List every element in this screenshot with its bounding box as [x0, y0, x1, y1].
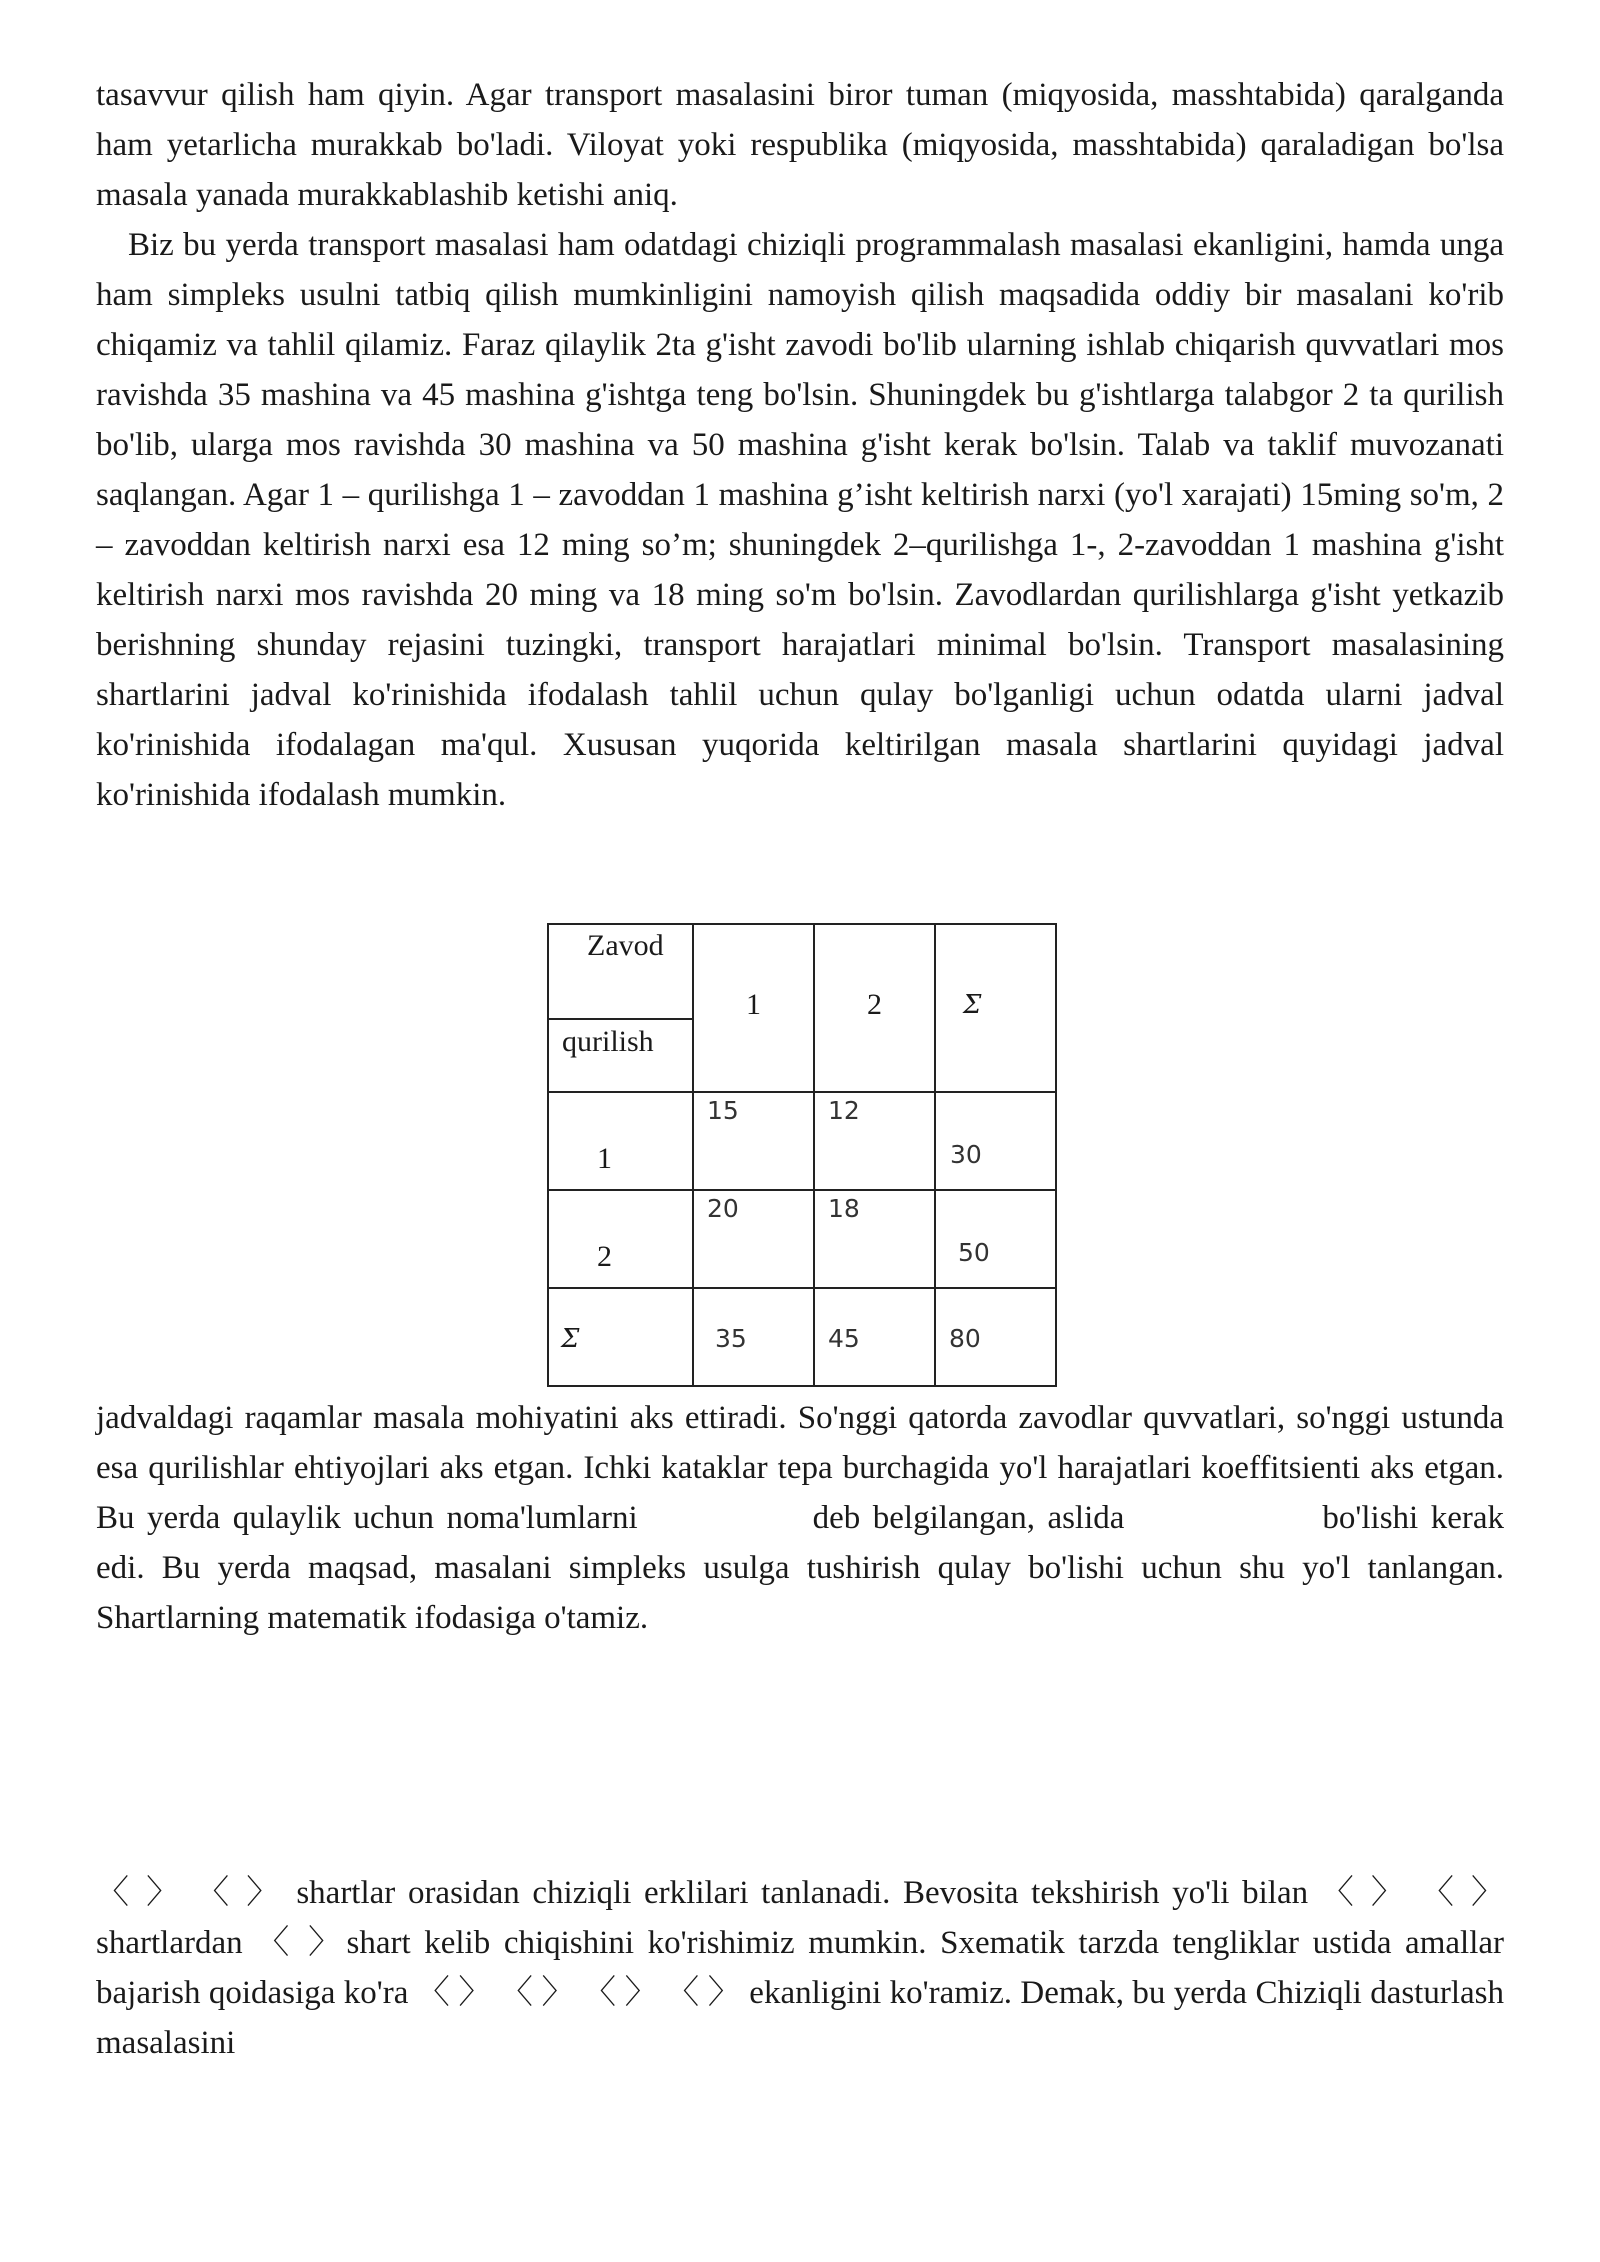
transport-table-container — [547, 923, 1057, 1387]
header-col-2-label: 2 — [867, 988, 882, 1021]
corner-divider — [549, 1018, 692, 1020]
footer-total: 80 — [949, 1324, 981, 1353]
paragraph-after-table-part-1: jadvaldagi raqamlar masala mohiyatini aks ettiradi. So'nggi qatorda zavodlar quvvatlari, so'nggi ustunda esa qurilishlar ehtiyojlari aks etgan. Ichki kataklar tepa burchagida yo'l harajatlari koeffitsienti aks etgan. Bu yerda qulaylik uchun noma'lumlarni — [96, 1400, 1504, 1536]
row-2-demand-cell — [935, 1190, 1056, 1288]
header-col-1-label: 1 — [746, 988, 761, 1021]
row-2-cost-1-cell — [693, 1190, 814, 1288]
row-2-label-cell — [548, 1190, 693, 1288]
footer-supply-2: 45 — [828, 1324, 860, 1353]
row-1-label: 1 — [597, 1142, 612, 1175]
row-1-demand: 30 — [950, 1140, 982, 1169]
header-sigma — [935, 924, 1056, 1092]
paragraph-after-table-part-2: deb belgilangan, aslida — [812, 1500, 1125, 1536]
header-col-2 — [814, 924, 935, 1092]
footer-sigma-cell — [548, 1288, 693, 1386]
paragraph-intro-2: Biz bu yerda transport masalasi ham odatdagi chiziqli programmalash masalasi ekanligini, hamda unga ham simpleks usulni tatbiq qilish mumkinligini namoyish qilish maqsadida oddiy bir masalani ko'rib chiqamiz va tahlil qilamiz. Faraz qilaylik 2ta g'isht zavodi bo'lib ularning ishlab chiqarish quvvatlari mos ravishda 35 mashina va 45 mashina g'ishtga teng bo'lsin. Shuningdek bu g'ishtlarga talabgor 2 ta qurilish bo'lib, ularga mos ravishda 30 mashina va 50 mashina g'isht kerak bo'lsin. Talab va taklif muvozanati saqlangan. Agar 1 – qurilishga 1 – zavoddan 1 mashina g’isht keltirish narxi (yo'l xarajati) 15ming so'm, 2 – zavoddan keltirish narxi esa 12 ming so’m; shuningdek 2–qurilishga 1-, 2-zavoddan 1 mashina g'isht keltirish narxi mos ravishda 20 ming va 18 ming so'm bo'lsin. Zavodlardan qurilishlarga g'isht yetkazib berishning shunday rejasini tuzingki, transport harajatlari minimal bo'lsin. Transport masalasining shartlarini jadval ko'rinishida ifodalash tahlil uchun qulay bo'lganligi uchun odatda ularni jadval ko'rinishida ifodalagan ma'qul. Xususan yuqorida keltirilgan masala shartlarini quyidagi jadval ko'rinishida ifodalash mumkin. — [96, 227, 1504, 813]
table-footer-row — [548, 1288, 1056, 1386]
header-col-1 — [693, 924, 814, 1092]
row-1-demand-cell — [935, 1092, 1056, 1190]
row-2-demand: 50 — [958, 1238, 990, 1267]
transport-table — [547, 923, 1057, 1387]
footer-supply-1: 35 — [715, 1324, 747, 1353]
paragraph-intro-1: tasavvur qilish ham qiyin. Agar transport masalasini biror tuman (miqyosida, masshtabida) qaralganda ham yetarlicha murakkab bo'ladi. Viloyat yoki respublika (miqyosida, masshtabida) qaraladigan bo'lsa masala yanada murakkablashib ketishi aniq. — [96, 77, 1504, 213]
row-2-cost-2-cell — [814, 1190, 935, 1288]
footer-sigma-symbol: Σ — [561, 1324, 580, 1354]
row-1-cost-2: 12 — [828, 1096, 860, 1125]
paragraph-bottom: 〈 〉 〈 〉 shartlar orasidan chiziqli erklilari tanlanadi. Bevosita tekshirish yo'li bilan 〈 〉 〈 〉 shartlardan 〈 〉shart kelib chiqishini ko'rishimiz mumkin. Sxematik tarzda tengliklar ustida amallar bajarish qoidasiga ko'ra 〈 〉 〈 〉 〈 〉 〈 〉 ekanligini ko'ramiz. Demak, bu yerda Chiziqli dasturlash masalasini — [96, 1875, 1504, 2061]
row-1-cost-2-cell — [814, 1092, 935, 1190]
footer-total-cell — [935, 1288, 1056, 1386]
intro-text — [96, 70, 1504, 820]
paragraph-after-table — [96, 1393, 1504, 1643]
corner-cell — [548, 924, 693, 1092]
table-row — [548, 1092, 1056, 1190]
row-1-label-cell — [548, 1092, 693, 1190]
table-row — [548, 1190, 1056, 1288]
footer-supply-1-cell — [693, 1288, 814, 1386]
table-header-row — [548, 924, 1056, 1092]
after-table-text — [96, 1393, 1504, 1643]
header-sigma-symbol: Σ — [963, 990, 982, 1020]
row-1-cost-1: 15 — [707, 1096, 739, 1125]
footer-supply-2-cell — [814, 1288, 935, 1386]
paragraph-after-table-part-3: bo'lishi kerak edi. Bu yerda maqsad, masalani simpleks usulga tushirish qulay bo'lishi uchun shu yo'l tanlangan. Shartlarning matematik ifodasiga o'tamiz. — [96, 1500, 1504, 1636]
row-2-cost-1: 20 — [707, 1194, 739, 1223]
row-1-cost-1-cell — [693, 1092, 814, 1190]
bottom-text — [96, 1868, 1504, 2068]
corner-label-zavod: Zavod — [587, 929, 664, 962]
row-2-label: 2 — [597, 1240, 612, 1273]
corner-label-qurilish: qurilish — [562, 1025, 654, 1058]
row-2-cost-2: 18 — [828, 1194, 860, 1223]
